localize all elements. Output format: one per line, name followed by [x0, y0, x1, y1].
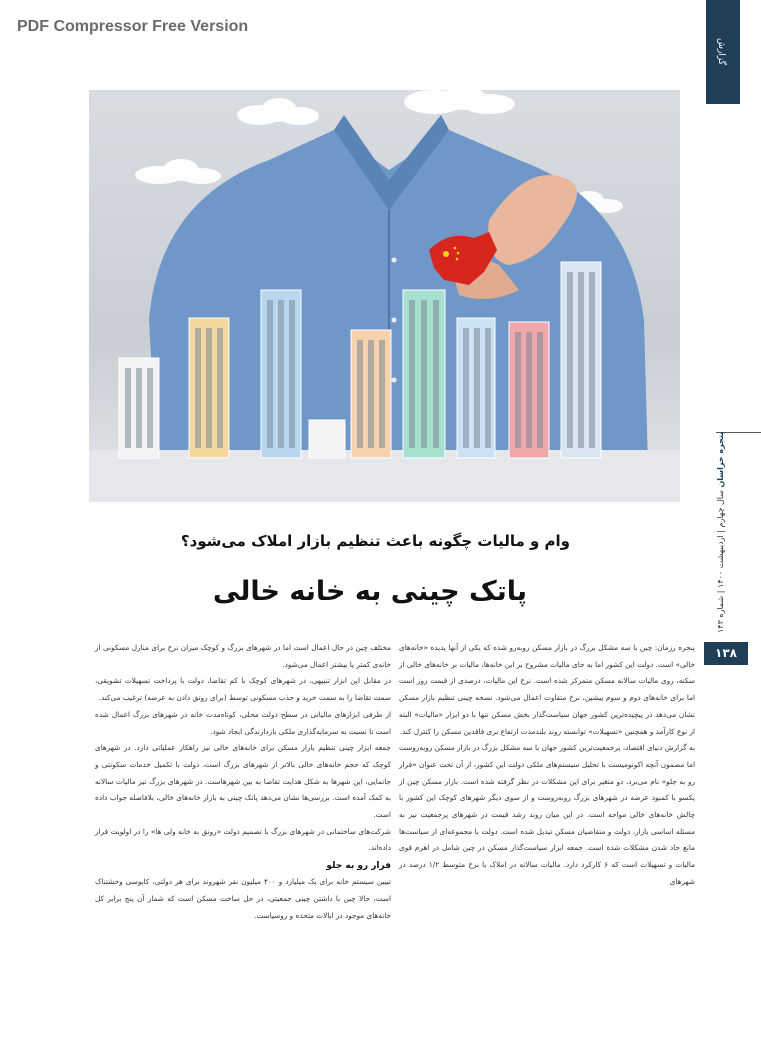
article-column-right [399, 640, 695, 891]
article-photo [89, 90, 680, 502]
photo-illustration [89, 90, 680, 502]
issue-info: سال چهارم | اردیبهشت ۱۴۰۰ | شماره ۱۴۳ [716, 490, 725, 633]
paragraph: پنجره رزمان: چین با سه مشکل بزرگ در بازار مسکن روبه‌رو شده که یکی از آنها پدیده «خانه‌های خالی» است. دولت این کشور اما به جای مالیات مشروح بر این خانه‌ها، مالیات بر خانه‌های خالی از سکنه، روی مالیات سالانه مسکن متمرکز شده است. نرخ این مالیات، درصدی از قیمت روز است اما برای خانه‌های دوم و سوم پیشین، نرخ متفاوت اعمال می‌شود. نسخه چینی تنظیم بازار مسکن نشان می‌دهد در پیچیده‌ترین کشور جهان سیاست‌گذار بخش مسکن تنها با دو ابزار «مالیات» البته از نوع کارآمد و همچنین «تسهیلات» توانسته روند بلندمدت ارتفاع بری فاقدین مسکن را کنترل کند. [398, 643, 695, 736]
paragraph: مختلف چین در حال اعمال است اما در شهرهای بزرگ و کوچک میزان نرخ برای منازل مسکونی از خانه‌ی کمتر یا بیشتر اعمال می‌شود. [95, 643, 391, 669]
article-column-left [95, 640, 391, 924]
page-number: ۱۳۸ [704, 642, 748, 665]
paragraph: در مقابل این ابزار تنبیهی، در شهرهای کوچک با کم تقاضا، دولت با پرداخت تسهیلات تشویقی، سمت تقاضا را به سمت خرید و جذب مسکونی توسط (برای رونق دادن به عرضه) ترغیب می‌کند. [95, 676, 391, 703]
paragraph: از طرفی ابزارهای مالیاتی در سطح دولت محلی، کوتاه‌مدت خانه در شهرهای بزرگ اعمال شده است تا نسبت به سرمایه‌گذاری ملکی بازدارندگی ایجاد شود. [95, 709, 391, 736]
paragraph: جمعه ابزار چینی تنظیم بازار مسکن برای خانه‌های خالی نیز راهکار عملیاتی دارد. در شهرهای کوچک که حجم خانه‌های خالی بالاتر از شهرهای بزرگ است، دولت با تکمیل خدمات سکونتی و جانمایی، این شهرها به شکل هدایت تقاضا به بین شهرهاست. در شهرهای بزرگ نیز مالیات سالانه به کمک آمده است. بررسی‌ها نشان می‌دهد پاتک چینی به بازار خانه‌های خالی، بلافاصله جواب داده است. [95, 743, 391, 820]
article-title: پاتک چینی به خانه خالی [212, 576, 528, 607]
paragraph: شرکت‌های ساختمانی در شهرهای بزرگ با تصمیم دولت «رونق به خانه ولی ها» را در اولویت قرار داده‌اند. [95, 826, 391, 853]
section-tab-label: گزارش [716, 38, 726, 66]
watermark-text: PDF Compressor Free Version [17, 18, 249, 35]
section-heading: فرار رو به جلو [326, 861, 391, 872]
magazine-name: پنجره خراسان [716, 431, 725, 488]
paragraph: تبیین سیستم خانه برای یک میلیارد و ۴۰۰ میلیون نفر شهروند برای هر دولتی، کابوسی وحشتناک است، حالا چین با داشتن چینی جمعیتی، در حل ساخت مسکن است که شمار آن پنج برابر کل خانه‌های موجود در ایالات متحده و روسیاست. [95, 877, 392, 920]
article-subtitle: وام و مالیات چگونه باعث تنظیم بازار املاک می‌شود؟ [180, 532, 570, 550]
running-footer [716, 431, 734, 633]
paragraph: به گزارش دنیای اقتصاد، پرجمعیت‌ترین کشور جهان با سه مشکل بزرگ در بازار مسکن روبه‌روست اما مضمون آنچه اکونومیست با تحلیل سیستم‌های ملکی دولت این کشور، از آن تحت عنوان «فرار رو به جلو» نام می‌برد، دو متغیر برای این مشکلات در نظر گرفته شده است. بازار مسکن چین از یکسو با کمبود عرضه در شهرهای بزرگ روبه‌روست و از سوی دیگر شهرهای کوچک این کشور با چالش خانه‌های خالی مواجه است. در این میان روند رشد قیمت در شهرهای پرجمعیت نیز به مسئله اساسی بازار، دولت و متقاضیان مسکن تبدیل شده است. دولت با مجموعه‌ای از سیاست‌ها مانع حاد شدن مشکلات شده است. جمعه ابزار سیاست‌گذار مسکن در چین شامل در اهرم قوی مالیات و تسهیلات است که ۶ کارکرد دارد. مالیات سالانه در املاک با نرخ متوسط ۱/۲ درصد در شهرهای [399, 743, 695, 886]
section-tab [706, 0, 740, 104]
